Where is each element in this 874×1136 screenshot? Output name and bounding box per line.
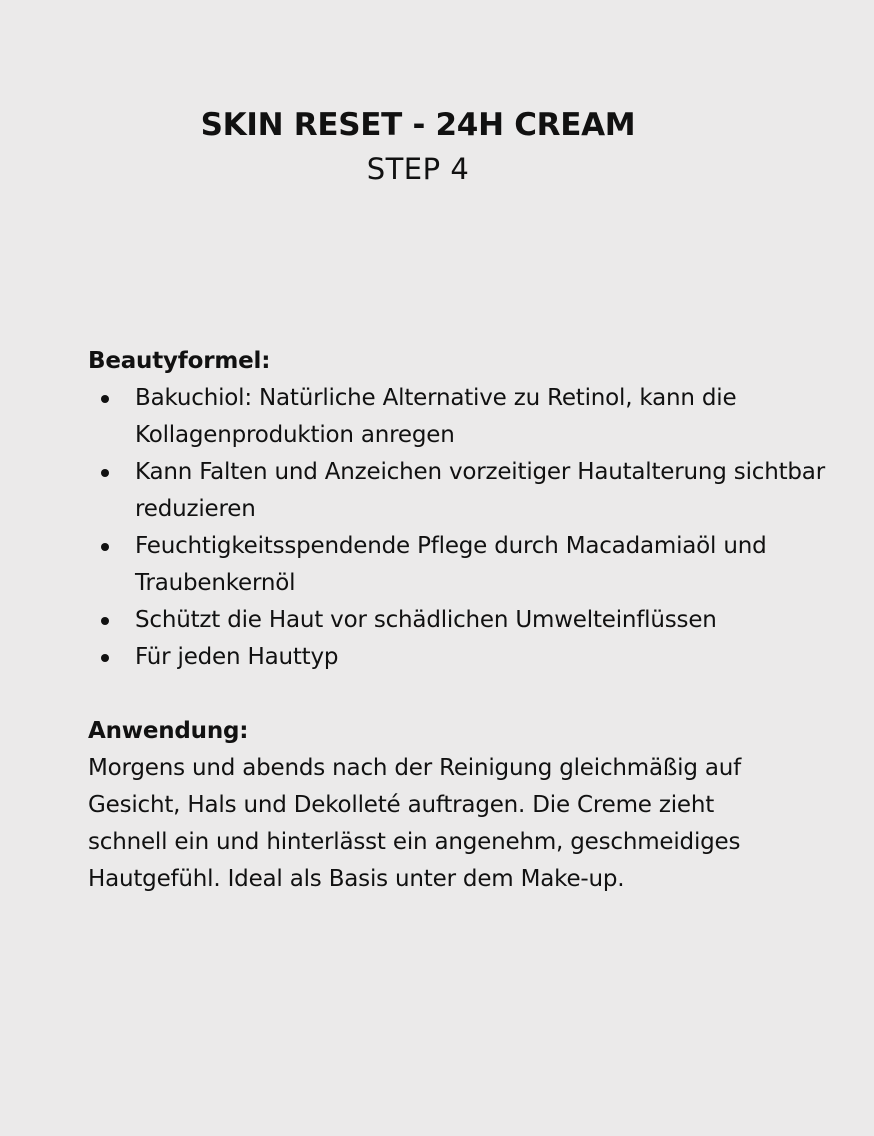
section-spacer (88, 676, 828, 713)
product-header (0, 104, 836, 192)
bullet-icon (101, 469, 109, 477)
list-item-text: Bakuchiol: Natürliche Alternative zu Retinol, kann die Kollagenproduktion anregen (135, 385, 737, 448)
product-description (88, 343, 828, 898)
list-item-text: Kann Falten und Anzeichen vorzeitiger Hautalterung sichtbar reduzieren (135, 459, 825, 522)
list-item (88, 639, 828, 676)
list-item (88, 528, 828, 602)
usage-heading: Anwendung: (88, 718, 249, 744)
bullet-icon (101, 654, 109, 662)
list-item (88, 380, 828, 454)
list-item-text: Schützt die Haut vor schädlichen Umwelteinflüssen (135, 607, 717, 633)
product-title: SKIN RESET - 24H CREAM (200, 107, 636, 143)
list-item (88, 602, 828, 639)
list-item-text: Feuchtigkeitsspendende Pflege durch Macadamiaöl und Traubenkernöl (135, 533, 767, 596)
formula-heading: Beautyformel: (88, 348, 271, 374)
formula-list (88, 380, 828, 676)
step-label: STEP 4 (366, 152, 470, 186)
usage-text: Morgens und abends nach der Reinigung gleichmäßig auf Gesicht, Hals und Dekolleté auftragen. Die Creme zieht schnell ein und hinterlässt ein angenehm, geschmeidiges Hautgefühl. Ideal als Basis unter dem Make-up. (88, 755, 742, 892)
list-item-text: Für jeden Hauttyp (135, 644, 339, 670)
bullet-icon (101, 395, 109, 403)
list-item (88, 454, 828, 528)
bullet-icon (101, 543, 109, 551)
bullet-icon (101, 617, 109, 625)
